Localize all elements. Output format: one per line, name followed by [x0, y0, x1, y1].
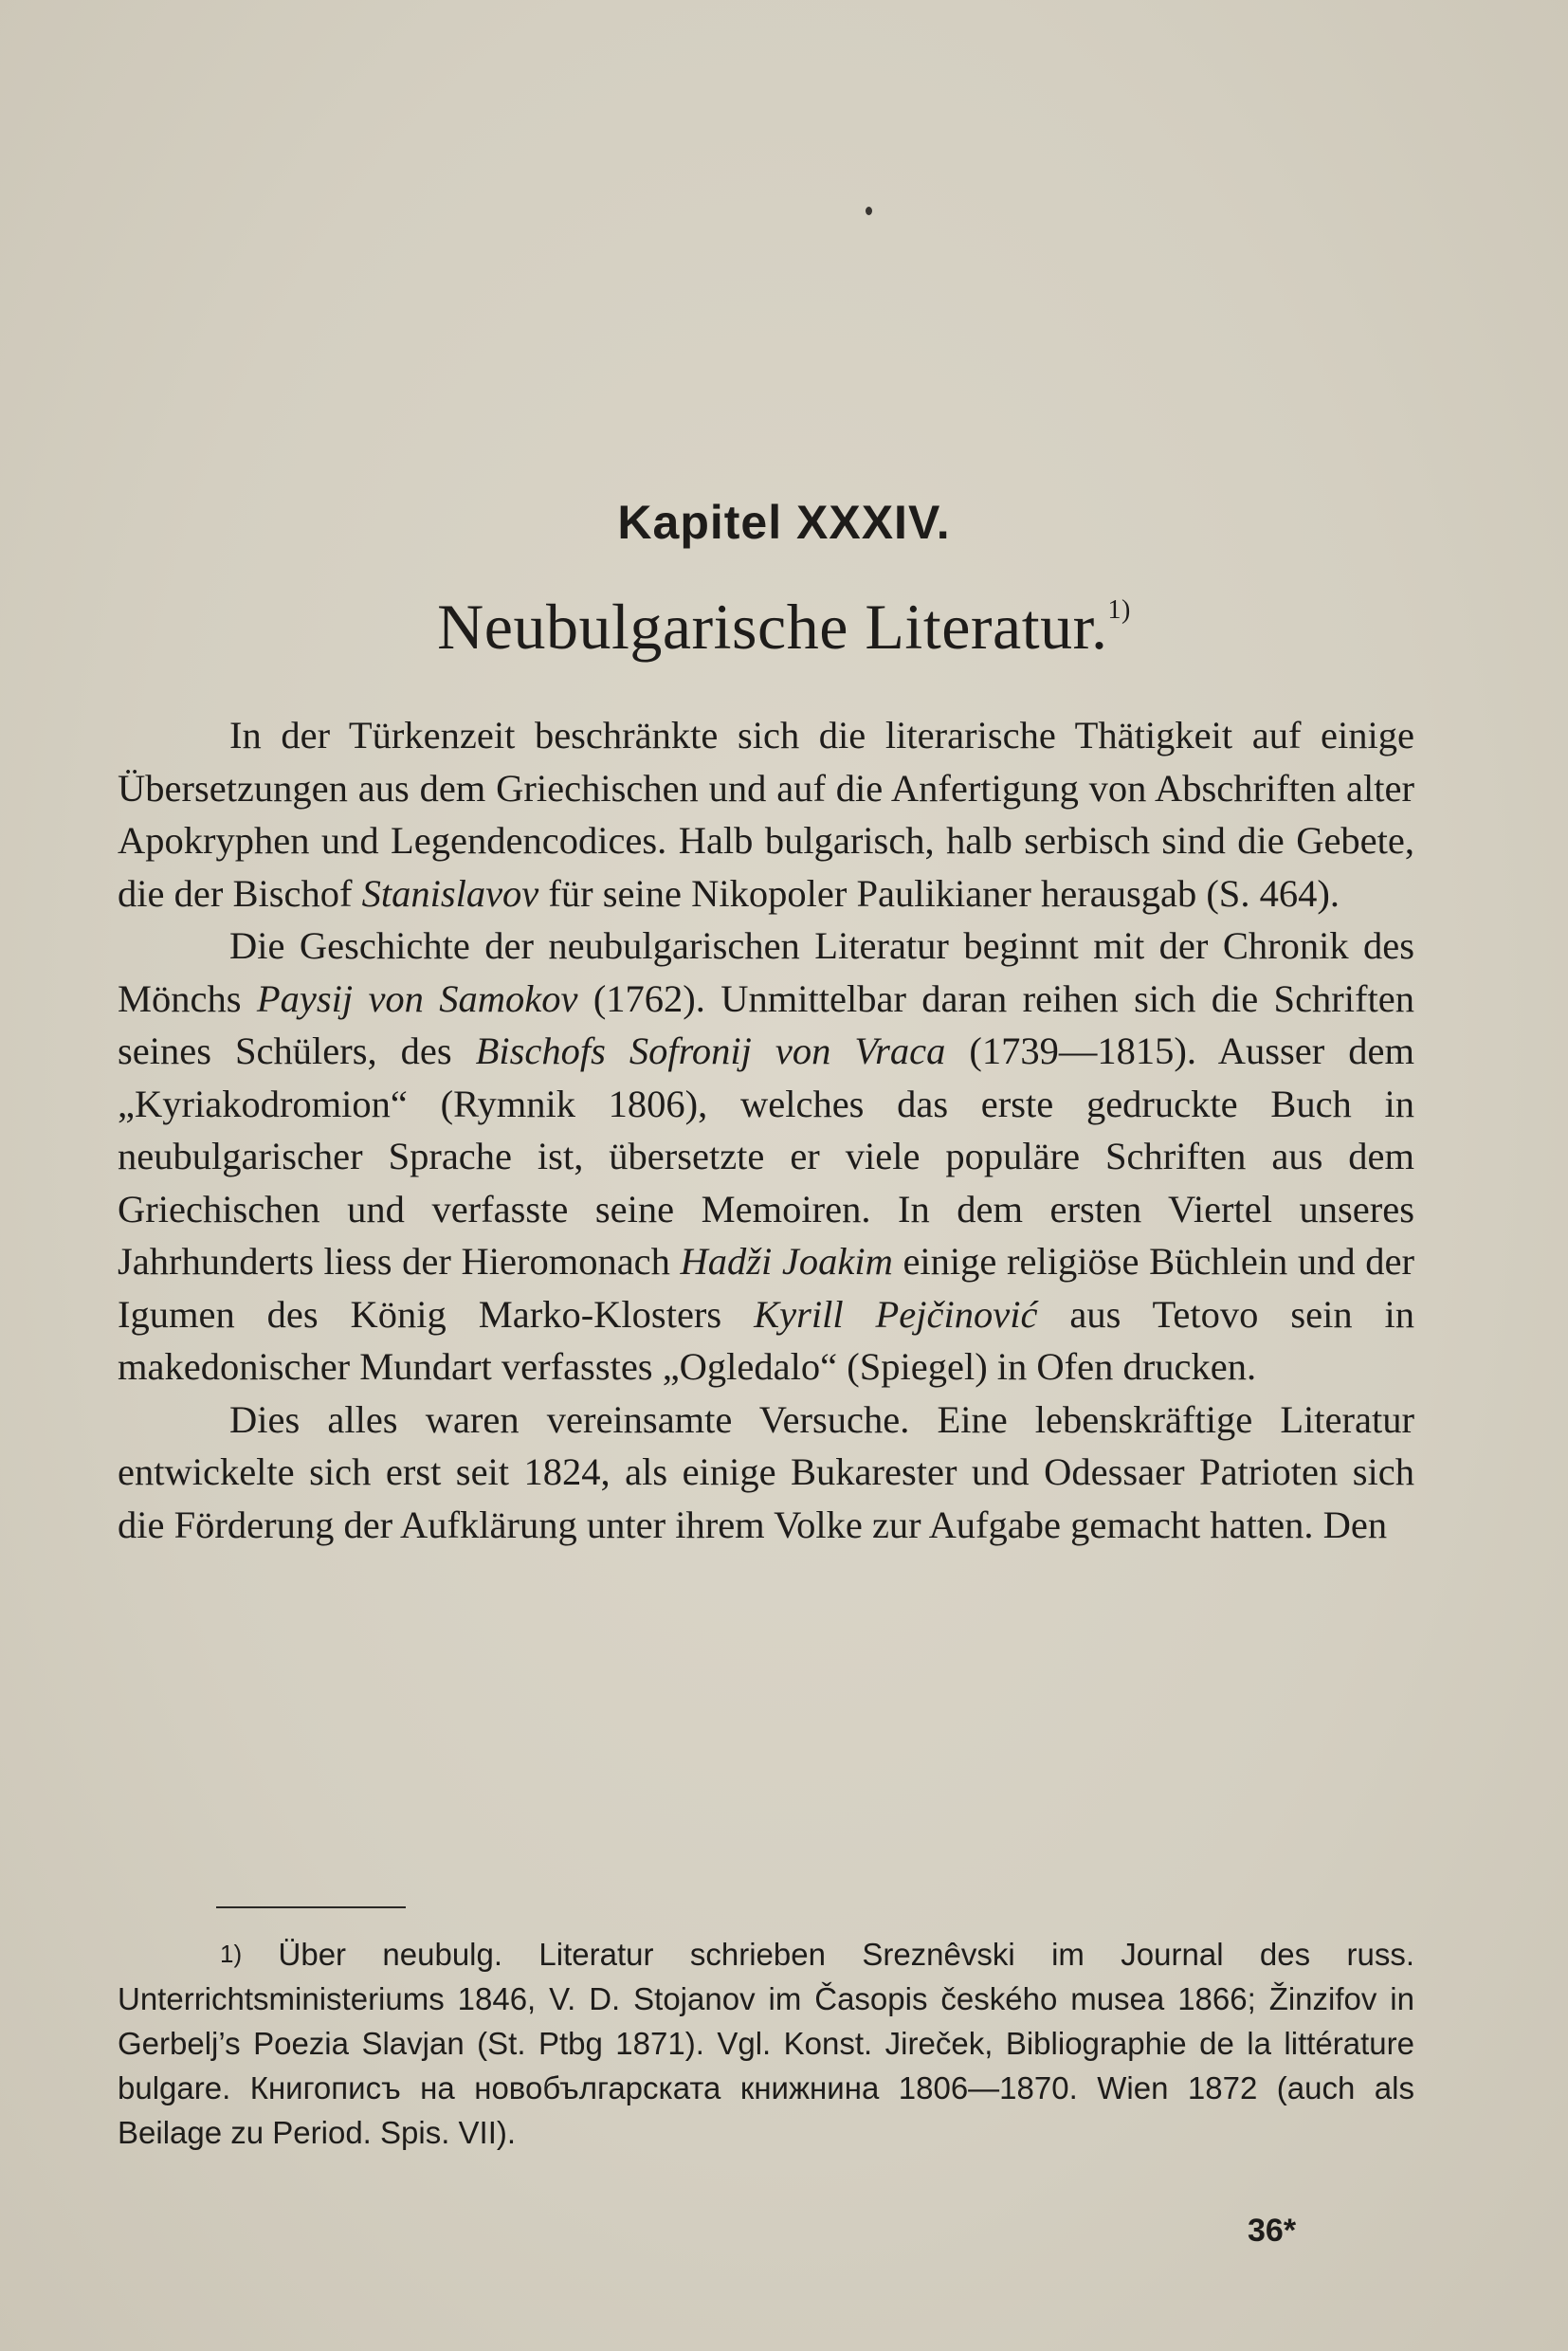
- text-run: für seine Nikopoler Paulikianer herausgab (S. 464).: [538, 871, 1340, 915]
- text-run: einige religiöse Büchlein und der Igumen des König Marko-Klosters: [118, 1240, 1414, 1336]
- italic-name: Bischofs Sofronij von Vraca: [475, 1030, 946, 1072]
- title-text: Neubulgarische Literatur.: [437, 591, 1108, 663]
- ink-speck: [866, 207, 872, 215]
- text-run: aus Tetovo sein in makedonischer Mundart verfasstes „Ogledalo“ (Spiegel) in Ofen drucken.: [118, 1292, 1414, 1388]
- footnote-divider: [216, 1906, 406, 1908]
- chapter-heading: Kapitel XXXIV.: [617, 496, 951, 549]
- footnote-text: Über neubulg. Literatur schrieben Sreznêvski im Journal des russ. Unterrichtsministeriums 1846, V. D. Stojanov im Časopis českého musea 1866; Žinzifov in Gerbelj’s Poezia Slavjan (St. Ptbg 1871). Vgl. Konst. Jireček, Bibliographie de la littérature bulgare. Книгописъ на новобългарската книжнина 1806—1870. Wien 1872 (auch als Beilage zu Period. Spis. VII).: [118, 1937, 1414, 2150]
- italic-name: Kyrill Pejčinović: [754, 1292, 1038, 1336]
- page-title: [0, 590, 1568, 665]
- text-run: (1739—1815). Ausser dem „Kyriakodromion“ (Rymnik 1806), welches das erste gedruckte Buch in neubulgarischer Sprache ist, übersetzte er viele populäre Schriften aus dem Griechischen und verfasste seine Memoiren. In dem ersten Viertel unseres Jahrhunderts liess der Hieromonach: [118, 1030, 1414, 1283]
- paragraph-1: [118, 709, 1414, 920]
- text-run: Dies alles waren vereinsamte Versuche. Eine lebenskräftige Literatur entwickelte sich erst seit 1824, als einige Bukarester und Odessaer Patrioten sich die Förderung der Aufklärung unter ihrem Volke zur Aufgabe gemacht hatten. Den: [118, 1397, 1414, 1546]
- paragraph-3: [118, 1394, 1414, 1552]
- text-run: (1762). Unmittelbar daran reihen sich die Schriften seines Schülers, des: [118, 976, 1415, 1072]
- text-run: Die Geschichte der neubulgarischen Literatur beginnt mit der Chronik des Mönchs: [118, 924, 1414, 1020]
- paragraph-2: [118, 920, 1414, 1394]
- italic-name: Paysij von Samokov: [256, 976, 578, 1020]
- body-text: [118, 709, 1414, 1551]
- footnote-reference: 1): [1107, 595, 1131, 625]
- footnote-mark: 1): [220, 1940, 243, 1968]
- page-number: 36*: [1248, 2213, 1297, 2249]
- text-run: In der Türkenzeit beschränkte sich die literarische Thätigkeit auf einige Übersetzungen aus dem Griechischen und auf die Anfertigung von Abschriften alter Apokryphen und Legendencodices. Halb bulgarisch, halb serbisch sind die Gebete, die der Bischof: [118, 714, 1414, 915]
- italic-name: Hadži Joakim: [680, 1240, 893, 1283]
- italic-name: Stanislavov: [361, 871, 539, 915]
- footnote: [118, 1932, 1414, 2155]
